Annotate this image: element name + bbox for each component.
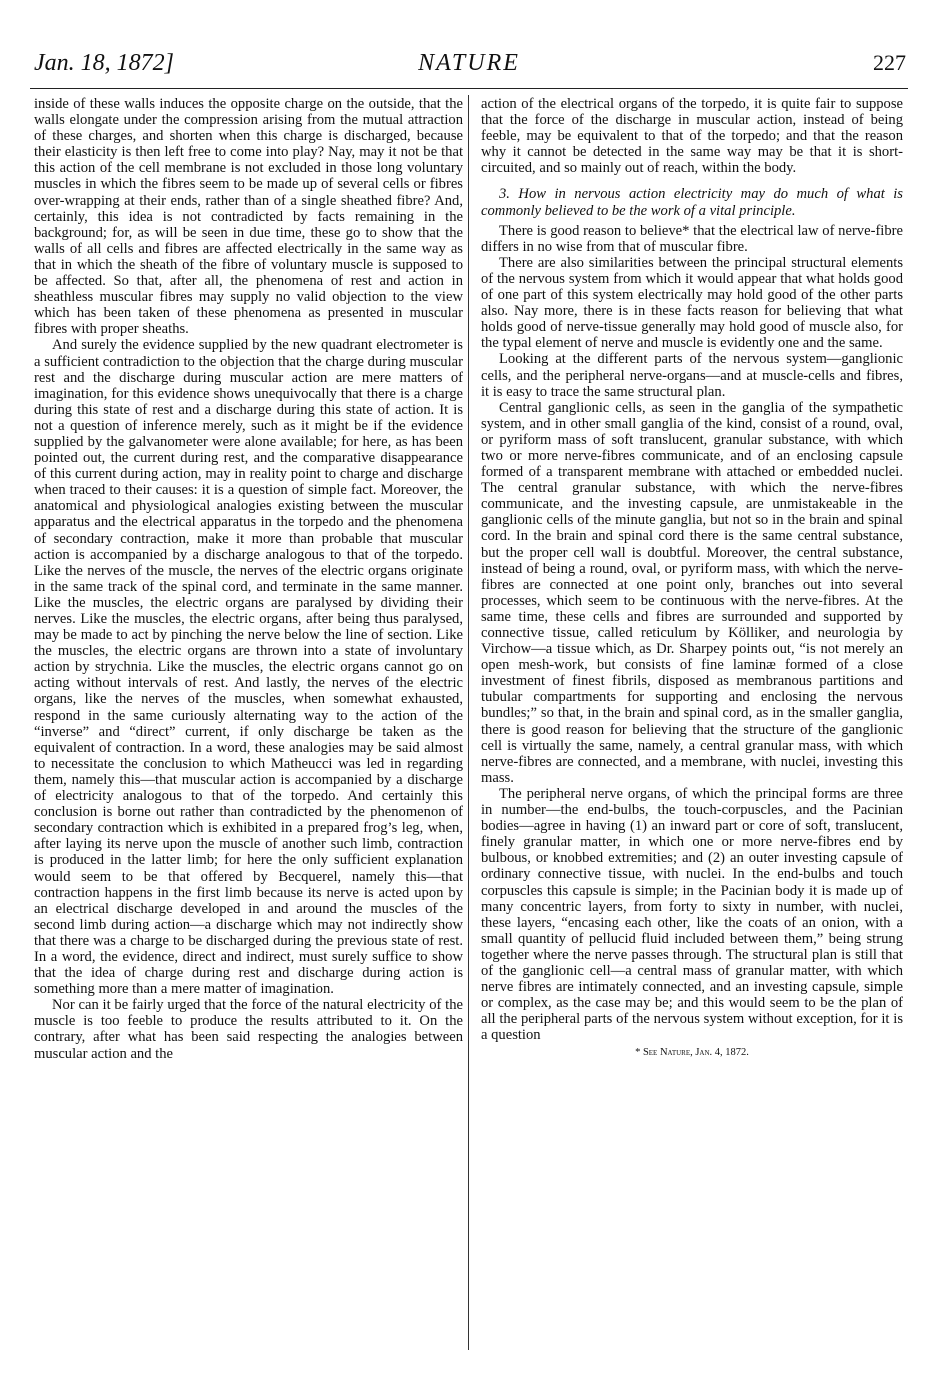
section-heading	[481, 186, 903, 218]
page-header	[30, 50, 908, 84]
paragraph: Central ganglionic cells, as seen in the ganglia of the sympathetic system, and in other small ganglia of the kind, consist of a round, oval, or pyriform mass of soft translucent, granular substance, with which two or more nerve-fibres communicate, and of an enclosing capsule formed of a transparent membrane with attached or embedded nuclei. The central granular substance, with which the nerve-fibres communicate, and the investing capsule, are unmistakeable in the ganglionic cells of the minute ganglia, but not so in the brain and spinal cord. In the brain and spinal cord there is the same central substance, but the proper cell wall is doubtful. Moreover, the central substance, instead of being a round, oval, or pyriform mass, with which the nerve-fibres are connected at one point only, branches out into several processes, which seem to be continuous with the nerve-fibres. At the same time, these cells and fibres are surrounded and supported by connective tissue, called reticulum by Kölliker, and neurologia by Virchow—a tissue which, as Dr. Sharpey points out, “is not merely an open mesh-work, but consists of fine laminæ formed of a close investment of finest fibrils, disposed as membranous partitions and tubular compartments for supporting and enclosing the nervous bundles;” so that, in the brain and spinal cord, as in the smaller ganglia, there is good reason for believing that the structure of the ganglionic cell is virtually the same, namely, a central granular mass, with which nerve-fibres are connected, and a membrane, with nuclei, investing this mass.	[481, 399, 903, 786]
paragraph: And surely the evidence supplied by the new quadrant electrometer is a sufficient contradiction to the objection that the charge during muscular rest and the discharge during muscular action are mere matters of imagination, for this evidence shows unequivocally that there is a charge during this state of rest and a discharge during this state of action. It is not a question of inference merely, such as it might be if the evidence supplied by the galvanometer were alone available; for here, as has been pointed out, the current during rest, and the comparative disappearance of this current during action, may in reality point to charge and discharge when traced to their causes: it is a question of simple fact. Moreover, the anatomical and physiological analogies existing between the muscular apparatus and the electrical apparatus in the torpedo and the phenomena of secondary contraction, make it more than probable that muscular action is accompanied by a discharge analogous to that of the torpedo. Like the nerves of the muscle, the nerves of the electric organs originate in the same track of the spinal cord, and terminate in the same manner. Like the muscles, the electric organs are paralysed by dividing their nerves. Like the muscles, the electric organs, after being thus paralysed, may be made to act by pinching the nerve below the line of section. Like the muscles, the electric organs are thrown into a state of involuntary action by strychnia. Like the muscles, the electric organs cannot go on acting without intervals of rest. And lastly, the nerves of the electric organs, like the nerves of the muscles, when somewhat exhausted, respond in the same curiously alternating way to the action of the “inverse” and “direct” current, if only discharge be taken as the equivalent of contraction. In a word, these analogies may be said almost to necessitate the conclusion to which Matheucci was led in regarding them, namely this—that muscular action is accompanied by a discharge of electricity analogous to that of the torpedo. And certainly this conclusion is borne out rather than contradicted by the phenomenon of secondary contraction which is exhibited in a prepared frog’s leg, when, after laying its nerve upon the muscle of another such limb, contraction is produced in the latter limb; for here the only sufficient explanation would seem to be that offered by Becquerel, namely this—that contraction happens in the first limb because its nerve is acted upon by an electrical discharge developed in and around the muscles of the second limb during action—a discharge which may not indirectly show that there was a charge to be discharged during the previous state of rest. In a word, the evidence, direct and indirect, must surely suffice to show that the idea of charge during rest and discharge during action is something more than a mere matter of imagination.	[34, 337, 463, 998]
page-number: 227	[873, 50, 906, 75]
section-heading-text: How in nervous action electricity may do much of what is commonly believed to be the work of a vital principle.	[481, 186, 903, 219]
footnote: * See Nature, Jan. 4, 1872.	[635, 1047, 749, 1059]
column-divider	[468, 95, 469, 1350]
left-column	[34, 96, 463, 1062]
paragraph: Nor can it be fairly urged that the force of the natural electricity of the muscle is too feeble to produce the results attributed to it. On the contrary, after what has been said respecting the analogies between muscular action and the	[34, 997, 463, 1062]
issue-date: Jan. 18, 1872]	[34, 50, 174, 76]
paragraph: inside of these walls induces the opposite charge on the outside, that the walls elongate under the compression arising from the mutual attraction of these charges, and shorten when this charge is discharged, because their elasticity is then left free to come into play? Nay, may it not be that this action of the cell membrane is not excluded in those long voluntary muscles in which the fibres seem to be made up of several cells or fibres over-wrapping at their ends, rather than of a single sheathed fibre? And, certainly, this idea is not contradicted by facts remaining in the background; for, as will be seen in due time, these go to show that the walls of all cells and fibres are affected electrically in the same way as that in which the sheath of the fibre of voluntary muscle is supposed to be affected. So that, after all, the phenomena of rest and action in sheathless muscular fibres may supply no valid objection to the view which has been taken of these phenomena as presented in muscular fibres with proper sheaths.	[34, 96, 463, 338]
paragraph: The peripheral nerve organs, of which the principal forms are three in number—the end-bulbs, the touch-corpuscles, and the Pacinian bodies—agree in having (1) an inward part or core of soft, translucent, finely granular matter, in which one or more nerve-fibres end by bulbous, or knobbed extremities; and (2) an outer investing capsule of ordinary connective tissue, with nuclei. In the end-bulbs and touch corpuscles this capsule is simple; in the Pacinian body it is made up of many concentric layers, from forty to sixty in number, with nuclei, these layers, “encasing each other, like the coats of an onion, with a small quantity of pellucid fluid included between them,” being strung together where the nerve passes through. The structural plan is still that of the ganglionic cell—a central mass of granular matter, with which nerve fibres are intimately connected, and an investing capsule, simple or complex, as the case may be; and this would seem to be the plan of all the peripheral parts of the nervous system without exception, for it is a question	[481, 785, 903, 1044]
paragraph: There are also similarities between the principal structural elements of the nervous system from which it would appear that what holds good of one part of this system electrically may hold good of the other parts also. Nay more, there is in these facts reason for believing that what holds good of nerve-tissue generally may hold good of muscle also, for the typal element of nerve and muscle is evidently one and the same.	[481, 254, 903, 352]
header-rule	[30, 88, 908, 89]
paragraph: There is good reason to believe* that the electrical law of nerve-fibre differs in no wise from that of muscular fibre.	[481, 222, 903, 255]
paragraph: Looking at the different parts of the nervous system—ganglionic cells, and the peripheral nerve-organs—and at muscle-cells and fibres, it is easy to trace the same structural plan.	[481, 351, 903, 400]
paragraph: action of the electrical organs of the torpedo, it is quite fair to suppose that the force of the discharge in muscular action, instead of being feeble, may be equivalent to that of the torpedo; and that the reason why it cannot be detected in the same way may be that it is short-circuited, and so mainly out of reach, within the body.	[481, 96, 903, 177]
journal-title: NATURE	[418, 50, 520, 76]
section-number: 3.	[499, 186, 510, 203]
right-column	[481, 96, 903, 1062]
